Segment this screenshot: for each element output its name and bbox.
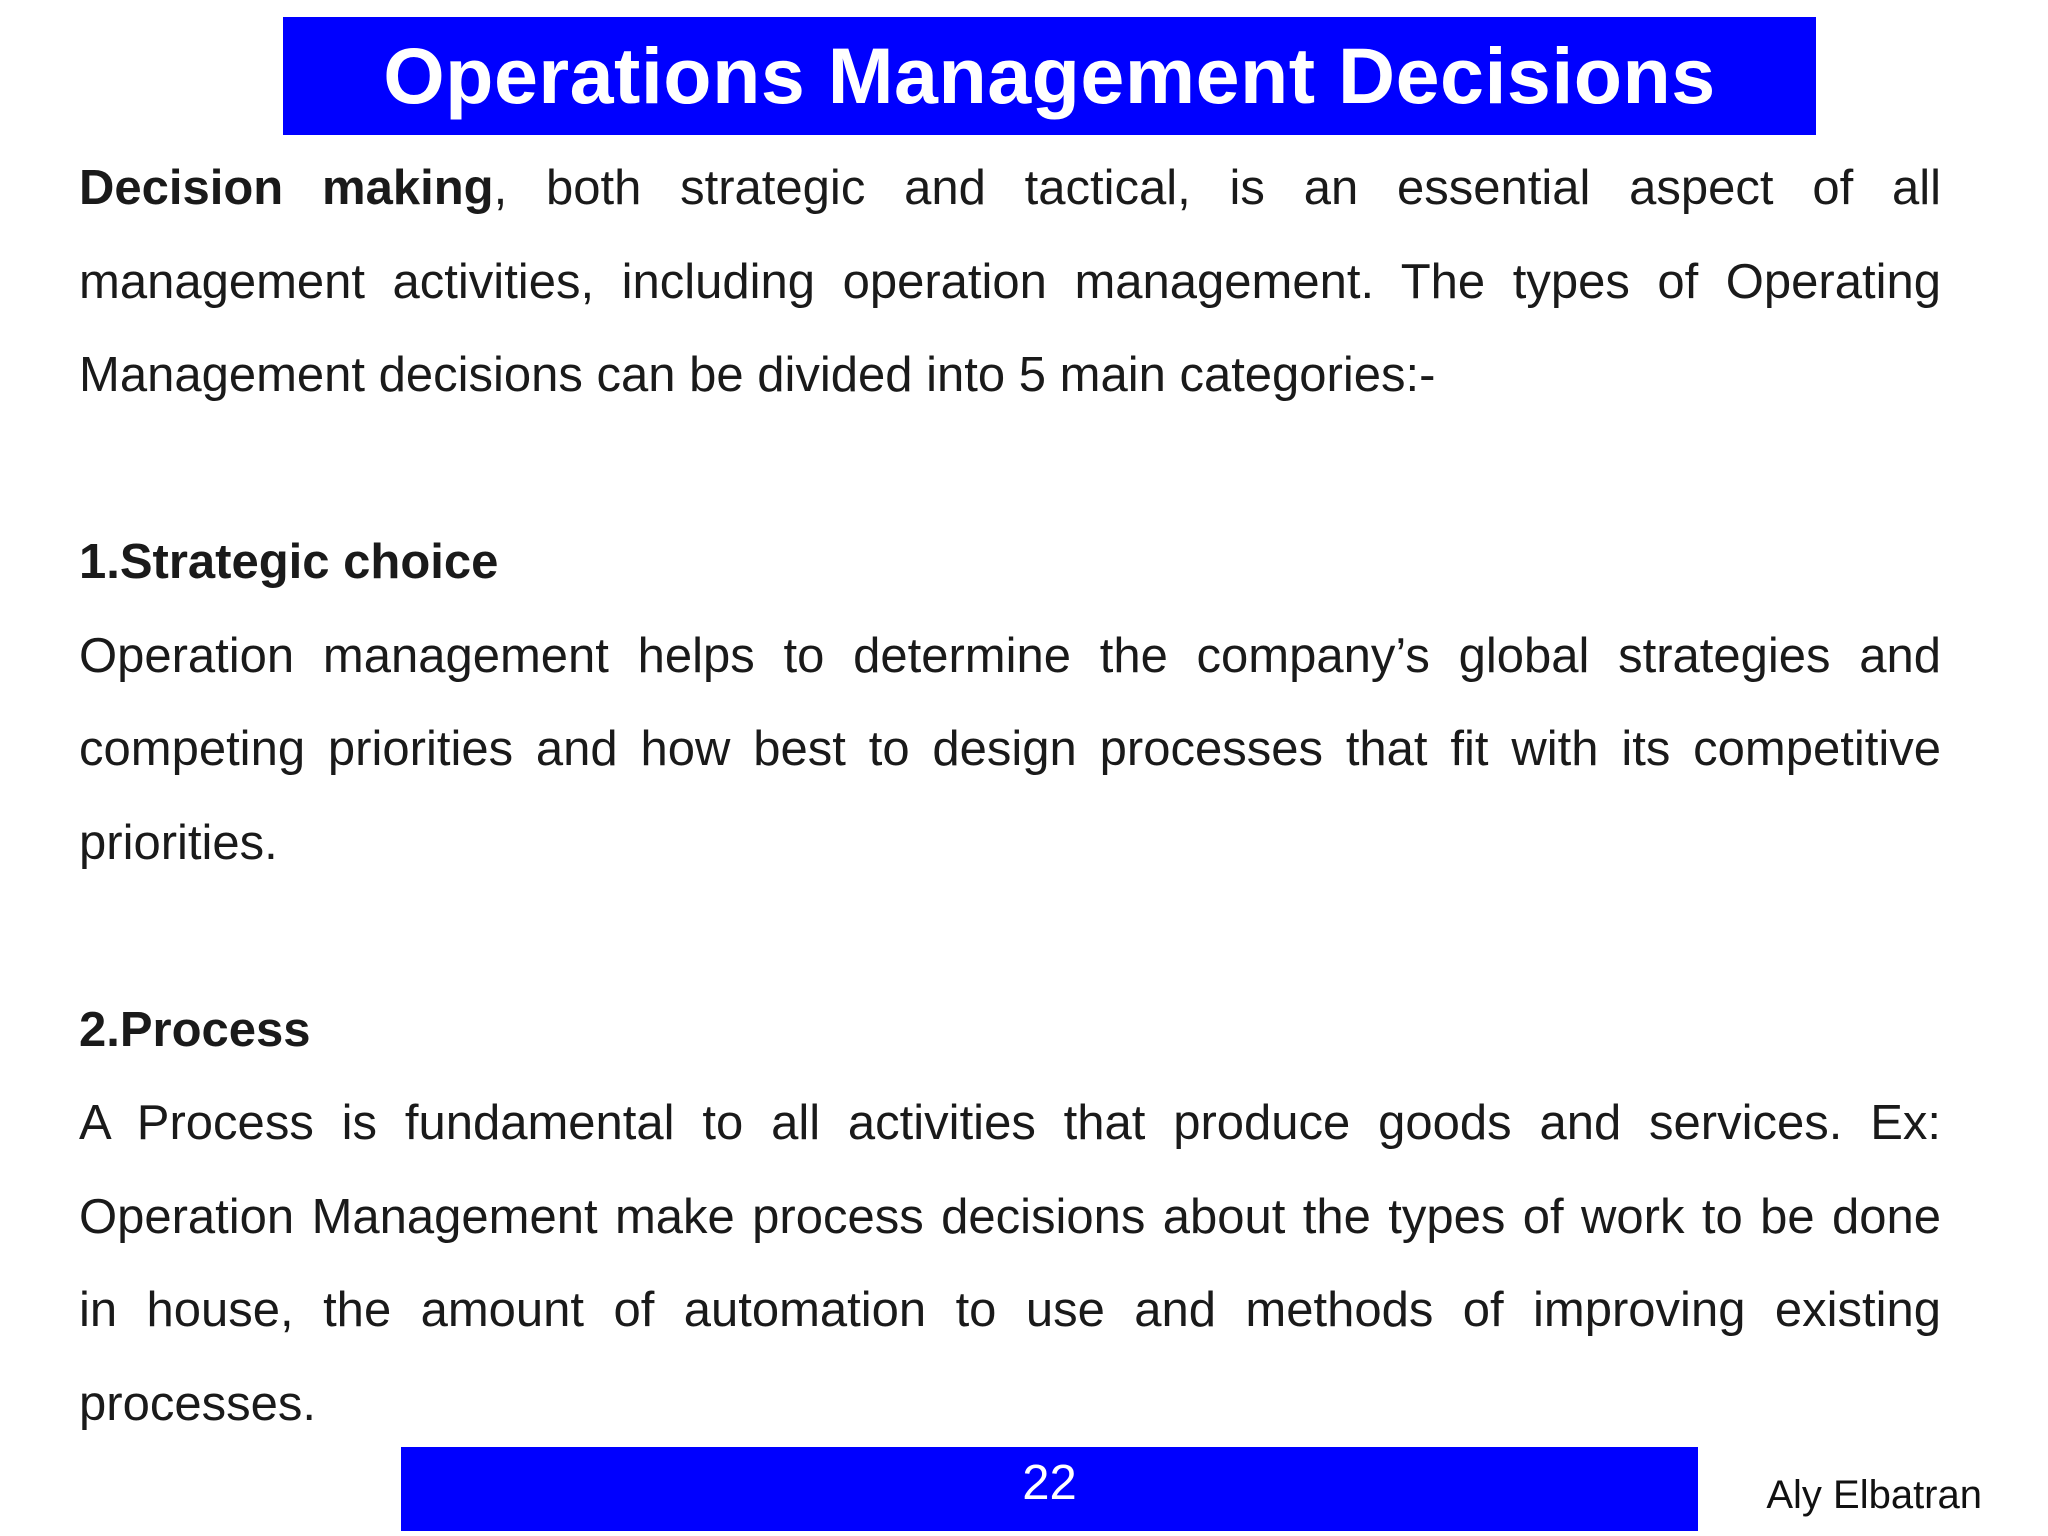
section-heading-strategic-choice: 1.Strategic choice [79, 535, 499, 589]
title-banner [283, 17, 1816, 135]
intro-text: , both strategic and tactical, is an essential aspect of all management activities, including operation management. The types of Operating Management decisions can be divided into 5 main categories:- [79, 161, 1941, 402]
slide-body [79, 142, 1941, 1451]
spacer [79, 890, 1941, 984]
intro-paragraph [79, 142, 1941, 423]
section-body-process: A Process is fundamental to all activities that produce goods and services. Ex: Operation Management make process decisions about the types of work to be done in house, the amount of automation to use and methods of improving existing processes. [79, 1096, 1941, 1431]
intro-bold-lead: Decision making [79, 161, 494, 215]
section-body-strategic-choice: Operation management helps to determine the company’s global strategies and competing priorities and how best to design processes that fit with its competitive priorities. [79, 628, 1941, 870]
section-heading-process: 2.Process [79, 1002, 311, 1057]
page-number: 22 [1022, 1455, 1077, 1510]
slide-title: Operations Management Decisions [383, 30, 1716, 120]
spacer [79, 423, 1941, 517]
author-name: Aly Elbatran [1766, 1473, 1982, 1517]
footer-banner [401, 1447, 1698, 1531]
